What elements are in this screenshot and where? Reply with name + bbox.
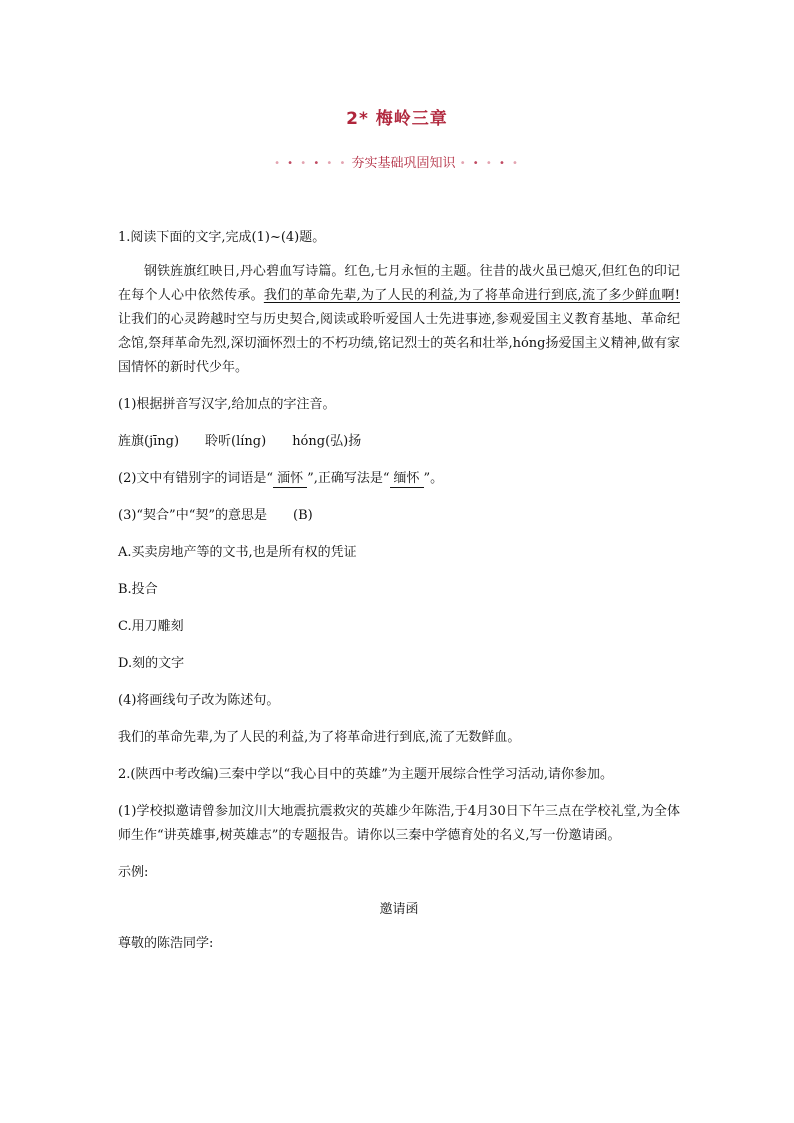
option-b: B.投合 (118, 582, 158, 597)
document-body (118, 226, 680, 956)
sub-question-1: (1)根据拼音写汉字,给加点的字注音。 (118, 397, 336, 412)
sub-question-4-answer: 我们的革命先辈,为了人民的利益,为了将革命进行到底,流了无数鲜血。 (118, 730, 521, 745)
question-2-sub-1: (1)学校拟邀请曾参加汶川大地震抗震救灾的英雄少年陈浩,于4月30日下午三点在学校礼堂,为全体师生作“讲英雄事,树英雄志”的专题报告。请你以三秦中学德育处的名义,写一份邀请函。 (118, 804, 680, 843)
passage-underlined-sentence: 我们的革命先辈,为了人民的利益,为了将革命进行到底,流了多少鲜血啊! (263, 288, 680, 303)
option-d: D.刻的文字 (118, 656, 185, 671)
option-a: A.买卖房地产等的文书,也是所有权的凭证 (118, 545, 357, 560)
answer-blank-wrong-word: 湎怀 (273, 471, 307, 488)
section-banner (0, 152, 794, 171)
sub-question-1-answers (118, 430, 680, 454)
sub-question-2-text: (2)文中有错别字的词语是“ (118, 471, 274, 486)
sub-question-2-text: ”。 (423, 471, 444, 486)
question-2-stem: 2.(陕西中考改编)三秦中学以“我心目中的英雄”为主题开展综合性学习活动,请你参加。 (118, 767, 613, 782)
decorative-dots-left: • • • • • • (274, 158, 348, 169)
sub-question-3-answer: (B) (293, 508, 313, 523)
sub-question-2 (118, 467, 680, 491)
example-label: 示例: (118, 865, 149, 880)
answer-blank-correct-word: 缅怀 (390, 471, 424, 488)
sub-question-3 (118, 504, 680, 528)
passage-start: 钢铁旌旗红映日,丹心碧血写诗篇。红色,七月永恒的主题。往昔的战火虽已熄灭,但红色的印记在每个人心中依然传承。 (118, 264, 680, 303)
sub-question-3-text: (3)“契合”中“契”的意思是 (118, 508, 267, 523)
section-banner-label: 夯实基础巩固知识 (351, 156, 456, 171)
option-c: C.用刀雕刻 (118, 619, 184, 634)
answer-item: 旌旗(jīng) (118, 434, 180, 449)
reading-passage (118, 260, 680, 380)
answer-item: 聆听(líng) (205, 434, 267, 449)
answer-item: hóng(弘)扬 (292, 434, 362, 449)
question-1-stem: 1.阅读下面的文字,完成(1)~(4)题。 (118, 230, 326, 245)
sub-question-2-text: ”,正确写法是“ (307, 471, 390, 486)
letter-salutation: 尊敬的陈浩同学: (118, 936, 214, 951)
letter-title: 邀请函 (379, 902, 419, 917)
decorative-dots-right: • • • • • (459, 158, 520, 169)
passage-end: 让我们的心灵跨越时空与历史契合,阅读或聆听爱国人士先进事迹,参观爱国主义教育基地、革命纪念馆,祭拜革命先烈,深切湎怀烈士的不朽功绩,铭记烈士的英名和壮举,hóng扬爱国主义精神,做有家国情怀的新时代少年。 (118, 312, 680, 375)
sub-question-4: (4)将画线句子改为陈述句。 (118, 693, 280, 708)
page-title: 2* 梅岭三章 (346, 109, 448, 129)
